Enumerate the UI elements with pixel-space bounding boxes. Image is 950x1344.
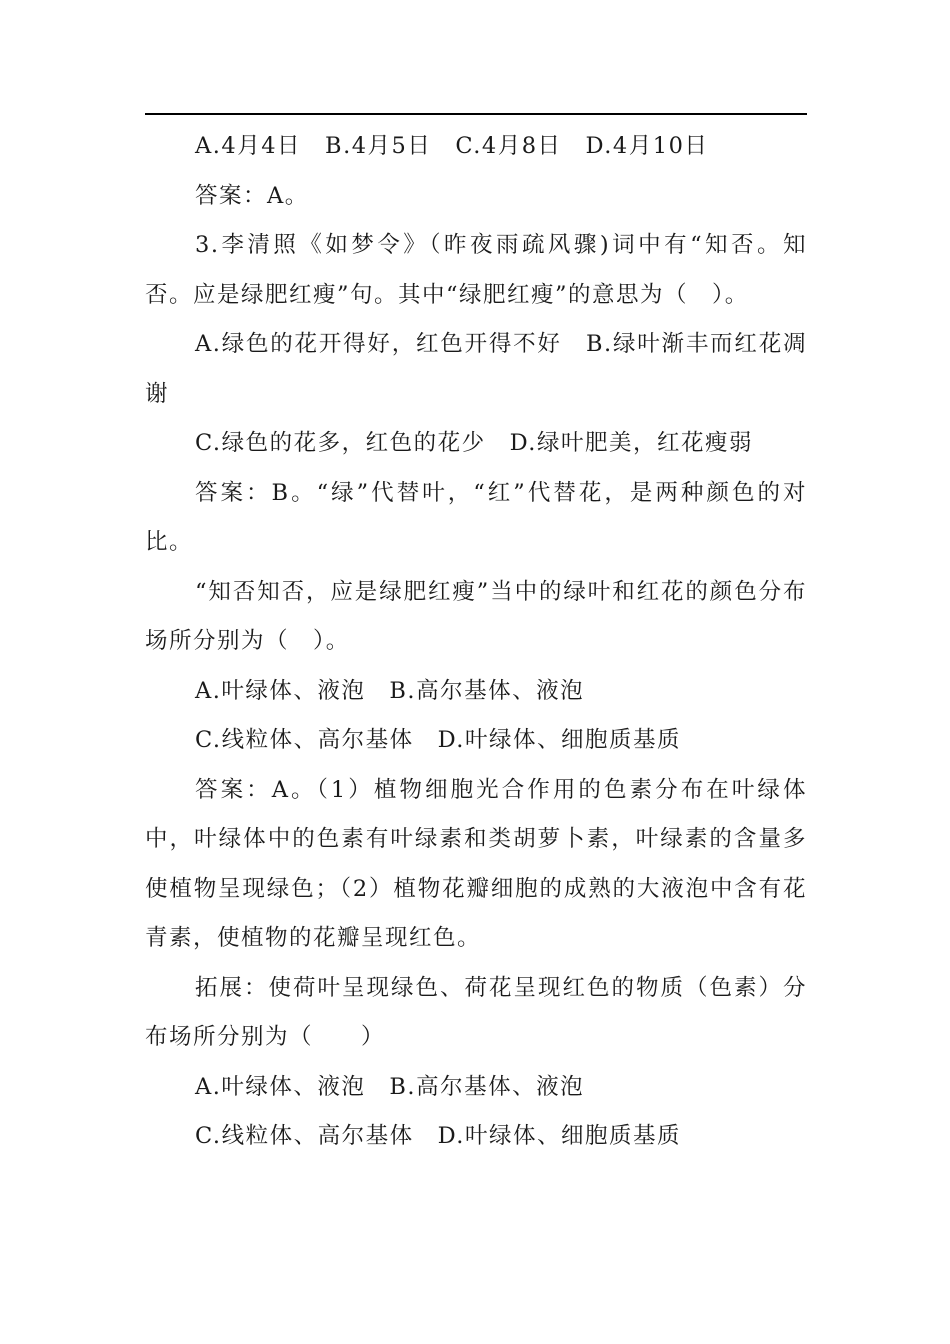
answer-line: 答案：B。“绿”代替叶，“红”代替花，是两种颜色的对比。 [145, 479, 807, 555]
options-line: A.叶绿体、液泡 B.高尔基体、液泡 [195, 677, 585, 704]
options-line: A.叶绿体、液泡 B.高尔基体、液泡 [195, 1073, 585, 1100]
question-3: 3.李清照《如梦令》（昨夜雨疏风骤)词中有“知否。知否。应是绿肥红瘦”句。其中“绿肥红瘦”的意思为（ ）。 [145, 232, 807, 308]
extension-question: 拓展：使荷叶呈现绿色、荷花呈现红色的物质（色素）分布场所分别为（ ） [145, 974, 807, 1050]
options-line: A.绿色的花开得好，红色开得不好 B.绿叶渐丰而红花凋谢 [145, 331, 807, 407]
answer-explanation: 答案：A。（1）植物细胞光合作用的色素分布在叶绿体中，叶绿体中的色素有叶绿素和类胡萝卜素，叶绿素的含量多使植物呈现绿色；（2）植物花瓣细胞的成熟的大液泡中含有花青素，使植物的花瓣呈现红色。 [145, 776, 807, 951]
header-rule [145, 113, 807, 115]
question-text: “知否知否，应是绿肥红瘦”当中的绿叶和红花的颜色分布场所分别为（ ）。 [145, 578, 807, 654]
options-line: C.线粒体、高尔基体 D.叶绿体、细胞质基质 [195, 1123, 681, 1149]
answer-line: 答案：A。 [195, 182, 309, 209]
document-body [145, 122, 807, 1162]
options-line: C.线粒体、高尔基体 D.叶绿体、细胞质基质 [195, 727, 681, 753]
options-line: C.绿色的花多，红色的花少 D.绿叶肥美，红花瘦弱 [195, 430, 753, 456]
options-line: A.4月4日 B.4月5日 C.4月8日 D.4月10日 [195, 133, 709, 159]
